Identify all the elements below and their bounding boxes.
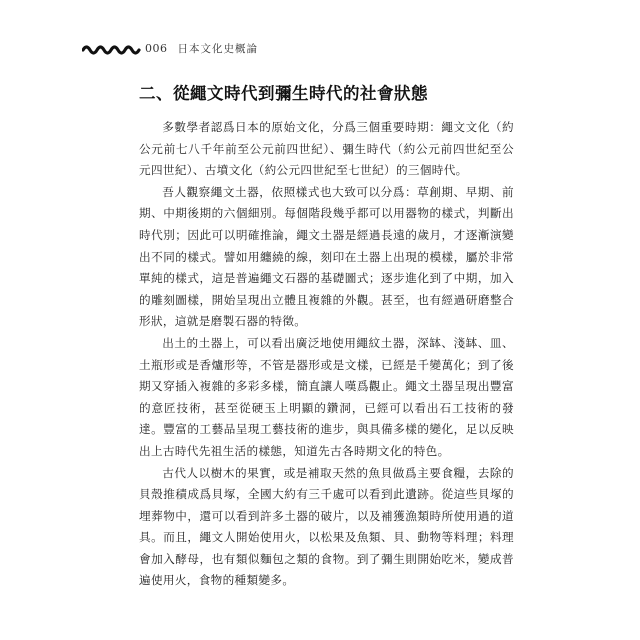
paragraph-1: 多數學者認爲日本的原始文化，分爲三個重要時期：繩文文化（約公元前七八千年前至公元前四世紀）、彌生時代（約公元前四世紀至公元四世紀）、古墳文化（約公元四世紀至七世紀）的三個時代。	[139, 120, 514, 178]
paragraph-3: 出土的土器上，可以看出廣泛地使用繩紋土器，深缽、淺缽、皿、土瓶形或是香爐形等，不管是器形或是文樣，已經是千變萬化；到了後期又穿插入複雜的多彩多樣，簡直讓人嘆爲觀止。繩文土器呈現出豐富的意匠技術，甚至從硬玉上明顯的鑽洞，已經可以看出石工技術的發達。豐富的工藝品呈現工藝技術的進步，與具備多樣的變化，足以反映出上古時代先祖生活的樣態，知道先古各時期文化的特色。	[139, 335, 514, 458]
page-number: 006	[145, 41, 168, 55]
running-title: 日本文化史概論	[177, 42, 258, 55]
paragraph-2: 吾人觀察繩文土器，依照樣式也大致可以分爲：草創期、早期、前期、中期後期的六個細別。每個階段幾乎都可以用器物的樣式，判斷出時代別；因此可以明確推論，繩文土器是經過長遠的歲月，才逐漸演變出不同的樣式。譬如用纏繞的線，刻印在土器上出現的模樣，屬於非常單純的樣式，這是普遍繩文石器的基礎圖式；逐步進化到了中期，加入的雕刻圖樣，開始呈現出立體且複雜的外觀。甚至，也有經過研磨整合形狀，這就是磨製石器的特徵。	[139, 184, 514, 329]
paragraph-4: 古代人以樹木的果實，或是補取天然的魚貝做爲主要食糧，去除的貝殼推積成爲貝塚，全國大約有三千處可以看到此遺跡。從這些貝塚的埋葬物中，還可以看到許多土器的破片，以及補獲漁類時所使用過的道具。而且，繩文人開始使用火，以松果及魚類、貝、動物等料理；料理會加入酵母，也有類似麵包之類的食物。到了彌生則開始吃米，變成普遍使用火，食物的種類變多。	[139, 465, 514, 588]
page-header	[82, 37, 258, 59]
body-text	[139, 117, 514, 592]
wave-ornament-icon	[82, 41, 142, 55]
section-title: 二、從繩文時代到彌生時代的社會狀態	[139, 84, 428, 103]
